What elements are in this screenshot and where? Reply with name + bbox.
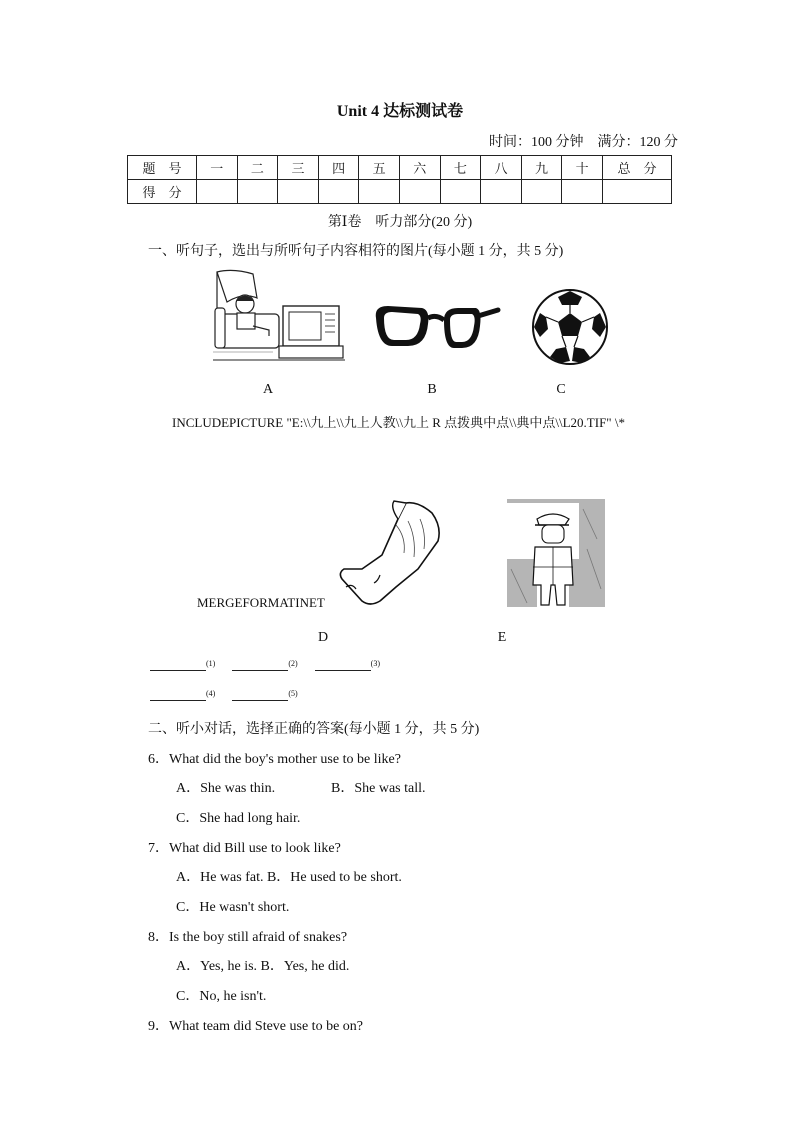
answer-blanks-row-1 bbox=[150, 658, 394, 675]
table-cell: 五 bbox=[359, 156, 400, 180]
soccer-ball-image bbox=[530, 287, 610, 367]
section2-heading: 二、听小对话，选择正确的答案(每小题 1 分，共 5 分) bbox=[148, 722, 480, 737]
sock-image bbox=[334, 497, 446, 609]
question-6-option-a[interactable]: A．She was thin. bbox=[176, 781, 276, 796]
table-cell: 十 bbox=[562, 156, 603, 180]
blank-number: (3) bbox=[370, 659, 380, 668]
table-cell: 题 号 bbox=[128, 156, 197, 180]
table-cell: 八 bbox=[481, 156, 522, 180]
question-6-option-b[interactable]: B．She was tall. bbox=[331, 781, 426, 796]
score-cell[interactable] bbox=[521, 180, 562, 204]
score-table-header-row bbox=[128, 156, 672, 180]
answer-blank-5[interactable] bbox=[232, 688, 288, 701]
question-9-stem: 9．What team did Steve use to be on? bbox=[148, 1019, 363, 1034]
table-cell: 九 bbox=[521, 156, 562, 180]
page-title: Unit 4 达标测试卷 bbox=[336, 103, 464, 120]
question-8-options-ab[interactable]: A．Yes, he is. B．Yes, he did. bbox=[176, 959, 350, 974]
score-cell[interactable] bbox=[440, 180, 481, 204]
answer-blank-4[interactable] bbox=[150, 688, 206, 701]
score-cell[interactable] bbox=[481, 180, 522, 204]
field-code-mergeformat: MERGEFORMATINET bbox=[197, 595, 325, 610]
table-cell: 一 bbox=[197, 156, 238, 180]
image-label-d: D bbox=[317, 630, 329, 645]
question-7-options-ab[interactable]: A．He was fat. B．He used to be short. bbox=[176, 870, 402, 885]
question-6-stem: 6．What did the boy's mother use to be like? bbox=[148, 752, 401, 767]
question-7-stem: 7．What did Bill use to look like? bbox=[148, 841, 341, 856]
question-8-option-c[interactable]: C．No, he isn't. bbox=[176, 989, 267, 1004]
blank-number: (5) bbox=[288, 689, 298, 698]
image-label-c: C bbox=[556, 382, 566, 397]
answer-blanks-row-2 bbox=[150, 688, 312, 705]
score-cell[interactable] bbox=[237, 180, 278, 204]
answer-blank-2[interactable] bbox=[232, 658, 288, 671]
table-cell: 三 bbox=[278, 156, 319, 180]
blank-number: (2) bbox=[288, 659, 298, 668]
answer-blank-1[interactable] bbox=[150, 658, 206, 671]
score-cell[interactable] bbox=[197, 180, 238, 204]
score-table-score-row bbox=[128, 180, 672, 204]
part-title: 第Ⅰ卷 听力部分(20 分) bbox=[327, 215, 473, 230]
score-cell[interactable] bbox=[359, 180, 400, 204]
glasses-image bbox=[370, 298, 502, 360]
table-cell: 七 bbox=[440, 156, 481, 180]
policeman-image bbox=[507, 499, 605, 607]
question-6-option-c[interactable]: C．She had long hair. bbox=[176, 811, 301, 826]
blank-number: (4) bbox=[206, 689, 216, 698]
score-table bbox=[127, 155, 672, 204]
image-label-a: A bbox=[262, 382, 274, 397]
answer-blank-3[interactable] bbox=[315, 658, 371, 671]
score-cell[interactable] bbox=[399, 180, 440, 204]
score-cell[interactable] bbox=[562, 180, 603, 204]
boy-watching-tv-image bbox=[213, 268, 345, 368]
table-cell: 得 分 bbox=[128, 180, 197, 204]
question-7-option-c[interactable]: C．He wasn't short. bbox=[176, 900, 290, 915]
score-cell[interactable] bbox=[278, 180, 319, 204]
score-cell[interactable] bbox=[318, 180, 359, 204]
time-score-line: 时间：100 分钟 满分：120 分 bbox=[489, 135, 678, 150]
question-8-stem: 8．Is the boy still afraid of snakes? bbox=[148, 930, 348, 945]
field-code-includepicture: INCLUDEPICTURE "E:\\九上\\九上人教\\九上 R 点拨典中点\\典中点\\L20.TIF" \* bbox=[172, 415, 625, 430]
score-cell[interactable] bbox=[603, 180, 672, 204]
section1-heading: 一、听句子，选出与所听句子内容相符的图片(每小题 1 分，共 5 分) bbox=[148, 244, 564, 259]
image-label-b: B bbox=[427, 382, 437, 397]
table-cell: 二 bbox=[237, 156, 278, 180]
table-cell: 总 分 bbox=[603, 156, 672, 180]
table-cell: 四 bbox=[318, 156, 359, 180]
blank-number: (1) bbox=[206, 659, 216, 668]
table-cell: 六 bbox=[399, 156, 440, 180]
image-label-e: E bbox=[497, 630, 507, 645]
